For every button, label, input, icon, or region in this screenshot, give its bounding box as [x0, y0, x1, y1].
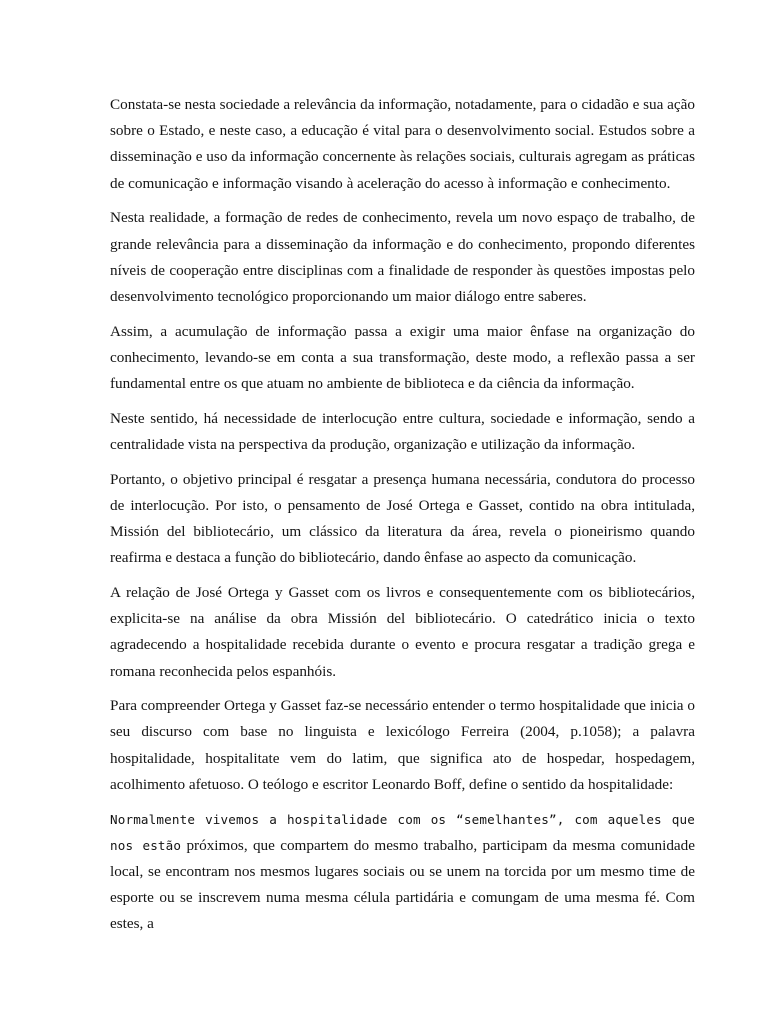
paragraph-4: Neste sentido, há necessidade de interlocução entre cultura, sociedade e informação, sendo a centralidade vista na perspectiva da produção, organização e utilização da informação.: [110, 409, 695, 453]
paragraph-1: Constata-se nesta sociedade a relevância da informação, notadamente, para o cidadão e sua ação sobre o Estado, e neste caso, a educação é vital para o desenvolvimento social. Estudos sobre a disseminação e uso da informação concernente às relações sociais, culturais agregam as práticas de comunicação e informação visando à aceleração do acesso à informação e conhecimento.: [110, 96, 695, 192]
paragraph-6: A relação de José Ortega y Gasset com os livros e consequentemente com os bibliotecários, explicita-se na análise da obra Missión del bibliotecário. O catedrático inicia o texto agradecendo a hospitalidade recebida durante o evento e procura resgatar a tradição grega e romana reconhecida pelos espanhóis.: [110, 583, 695, 680]
paragraph-5: Portanto, o objetivo principal é resgatar a presença humana necessária, condutora do processo de interlocução. Por isto, o pensamento de José Ortega e Gasset, contido na obra intitulada, Missión del bibliotecário, um clássico da literatura da área, revela o pioneirismo quando reafirma e destaca a função do bibliotecário, dando ênfase ao aspecto da comunicação.: [110, 470, 695, 567]
block-quote: [110, 807, 695, 938]
quote-rest: próximos, que compartem do mesmo trabalho, participam da mesma comunidade local, se encontram nos mesmos lugares sociais ou se unem na torcida por um mesmo time de esporte ou se inscrevem numa mesma célula partidária e comungam de uma mesma fé. Com estes, a: [110, 836, 695, 933]
paragraph-3: Assim, a acumulação de informação passa a exigir uma maior ênfase na organização do conhecimento, levando-se em conta a sua transformação, deste modo, a reflexão passa a ser fundamental entre os que atuam no ambiente de biblioteca e da ciência da informação.: [110, 322, 695, 393]
paragraph-7: Para compreender Ortega y Gasset faz-se necessário entender o termo hospitalidade que inicia o seu discurso com base no linguista e lexicólogo Ferreira (2004, p.1058); a palavra hospitalidade, hospitalitate vem do latim, que significa ato de hospedar, hospedagem, acolhimento afetuoso. O teólogo e escritor Leonardo Boff, define o sentido da hospitalidade:: [110, 697, 695, 793]
paragraph-2: Nesta realidade, a formação de redes de conhecimento, revela um novo espaço de trabalho, de grande relevância para a disseminação da informação e do conhecimento, propondo diferentes níveis de cooperação entre disciplinas com a finalidade de responder às questões impostas pelo desenvolvimento tecnológico proporcionando um maior diálogo entre saberes.: [110, 209, 695, 305]
document-page: [110, 92, 695, 946]
quote-lead: Normalmente vivemos a hospitalidade com os “semelhantes”, com aqueles que nos estão: [110, 811, 695, 853]
